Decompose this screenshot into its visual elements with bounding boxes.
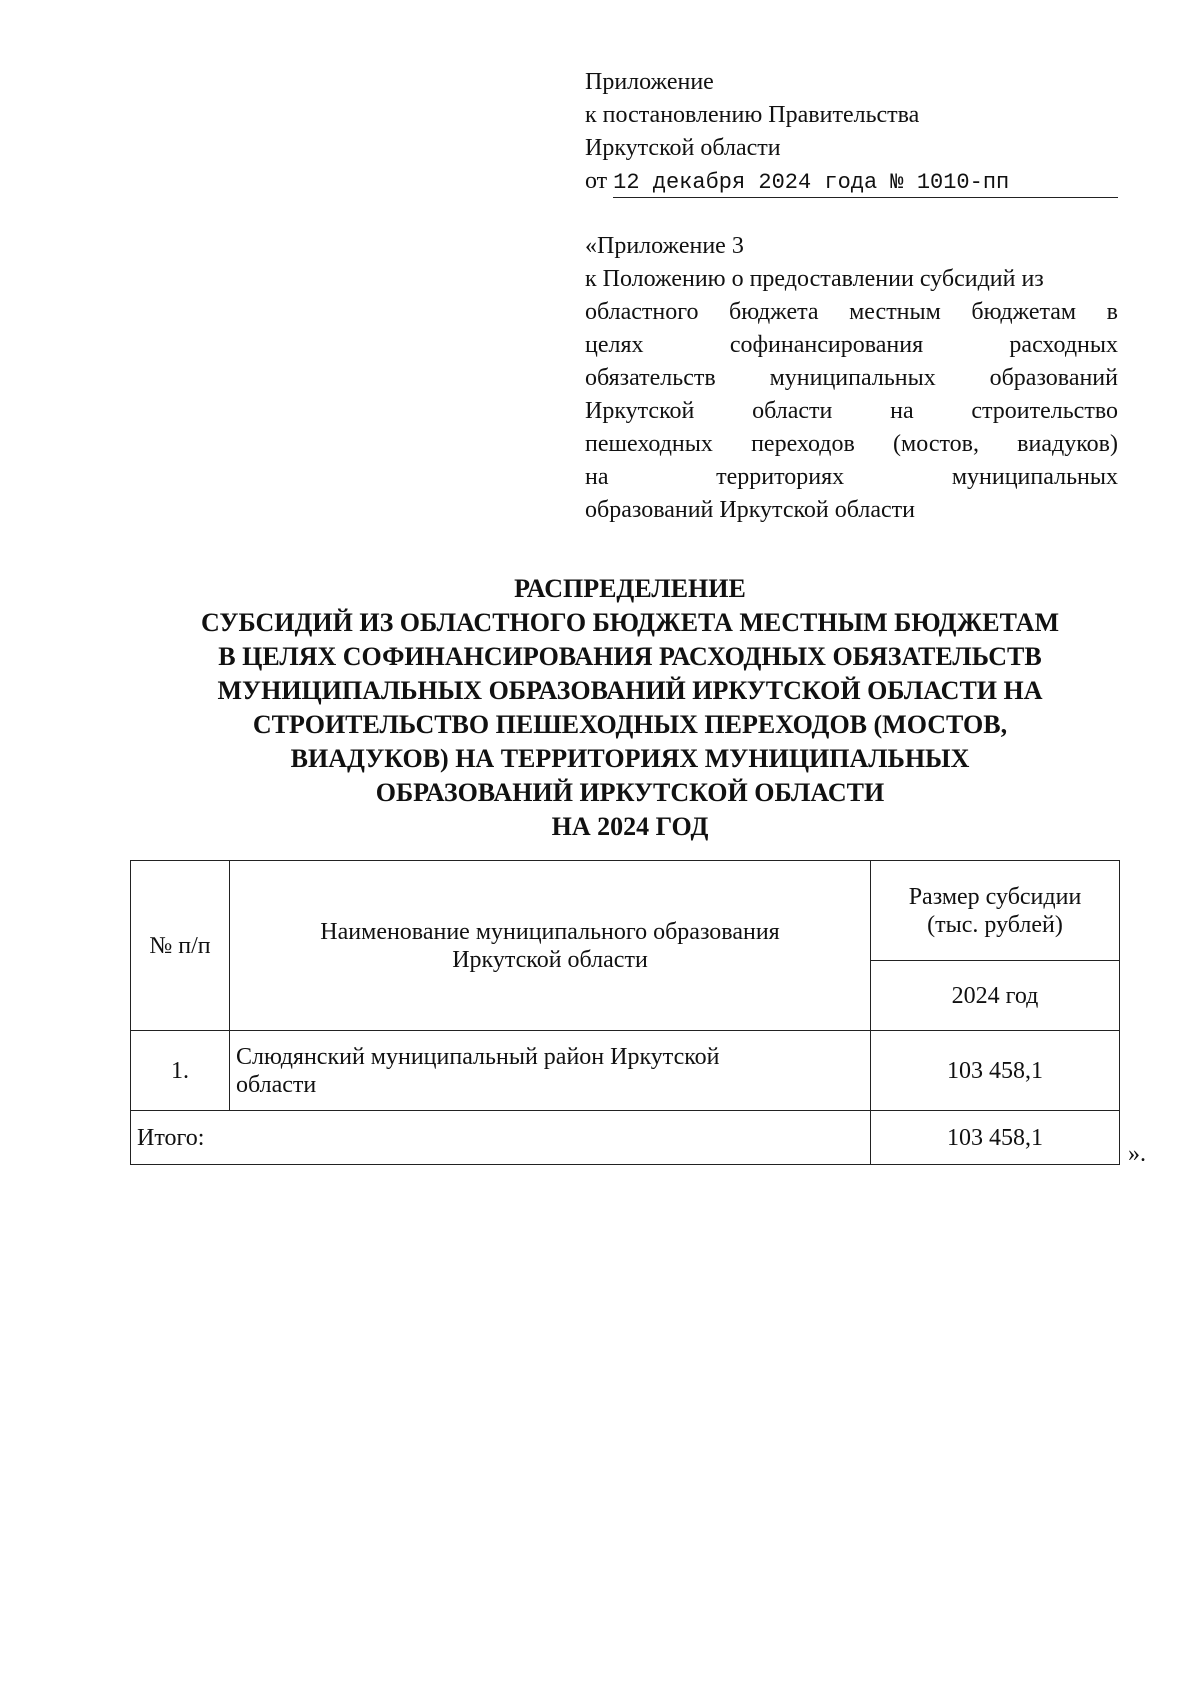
approval-line-3: Иркутской области: [585, 135, 781, 161]
appendix-line: областного бюджета местным бюджетам в: [585, 299, 1118, 325]
approval-line-2: к постановлению Правительства: [585, 102, 920, 128]
appendix-line: «Приложение 3: [585, 233, 744, 259]
title-line: ВИАДУКОВ) НА ТЕРРИТОРИЯХ МУНИЦИПАЛЬНЫХ: [290, 744, 970, 773]
header-name-line-1: Наименование муниципального образования: [320, 918, 780, 945]
table-header-row: [131, 861, 1120, 961]
table-row: [131, 1031, 1120, 1111]
appendix-line: к Положению о предоставлении субсидий из: [585, 266, 1044, 292]
title-line: МУНИЦИПАЛЬНЫХ ОБРАЗОВАНИЙ ИРКУТСКОЙ ОБЛАСТИ НА: [217, 676, 1043, 705]
table-total-row: [131, 1111, 1120, 1165]
subsidy-distribution-table: [130, 860, 1120, 1165]
total-amount: 103 458,1: [871, 1111, 1120, 1165]
header-amount-line-1: Размер субсидии: [908, 883, 1082, 910]
header-name-line-2: Иркутской области: [452, 946, 648, 973]
approval-block: [585, 66, 1118, 198]
title-line: РАСПРЕДЕЛЕНИЕ: [514, 574, 746, 603]
appendix-line: образований Иркутской области: [585, 497, 915, 523]
document-title: [130, 572, 1130, 844]
appendix-line: Иркутской области на строительство: [585, 398, 1118, 424]
title-line: В ЦЕЛЯХ СОФИНАНСИРОВАНИЯ РАСХОДНЫХ ОБЯЗАТЕЛЬСТВ: [218, 642, 1042, 671]
row-municipality: [230, 1031, 871, 1111]
approval-line-1: Приложение: [585, 69, 714, 95]
header-amount-line-2: (тыс. рублей): [927, 911, 1063, 938]
title-line: СУБСИДИЙ ИЗ ОБЛАСТНОГО БЮДЖЕТА МЕСТНЫМ БЮДЖЕТАМ: [201, 608, 1059, 637]
title-line: СТРОИТЕЛЬСТВО ПЕШЕХОДНЫХ ПЕРЕХОДОВ (МОСТОВ,: [252, 710, 1008, 739]
closing-quote-mark: ».: [1128, 1141, 1146, 1167]
decree-date-number: 12 декабря 2024 года № 1010-пп: [613, 169, 1118, 198]
total-label: Итого:: [131, 1111, 871, 1165]
title-line: ОБРАЗОВАНИЙ ИРКУТСКОЙ ОБЛАСТИ: [375, 778, 885, 807]
appendix-line: на территориях муниципальных: [585, 464, 1118, 490]
decree-reference: [585, 165, 1118, 198]
row-num: 1.: [131, 1031, 230, 1111]
title-line: НА 2024 ГОД: [551, 812, 709, 841]
header-amount: [871, 861, 1120, 961]
appendix-line: обязательств муниципальных образований: [585, 365, 1118, 391]
row-amount: 103 458,1: [871, 1031, 1120, 1111]
appendix-reference: [585, 230, 1118, 527]
from-prefix: от: [585, 168, 608, 194]
header-year: 2024 год: [871, 961, 1120, 1031]
row-municipality-line-2: области: [236, 1071, 317, 1098]
appendix-line: целях софинансирования расходных: [585, 332, 1118, 358]
row-municipality-line-1: Слюдянский муниципальный район Иркутской: [236, 1043, 720, 1070]
appendix-line: пешеходных переходов (мостов, виадуков): [585, 431, 1118, 457]
header-name: [230, 861, 871, 1031]
header-num: № п/п: [131, 861, 230, 1031]
